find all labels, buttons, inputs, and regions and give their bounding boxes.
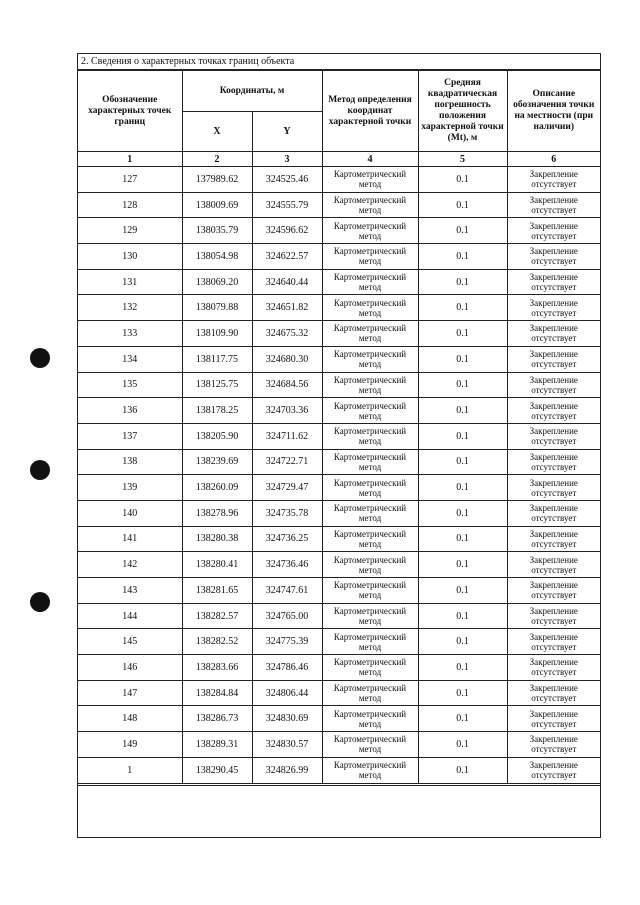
cell-description: Закрепление отсутствует — [507, 526, 600, 552]
cell-point: 145 — [78, 629, 182, 655]
cell-method: Картометрический метод — [322, 475, 418, 501]
cell-accuracy: 0.1 — [418, 655, 507, 681]
cell-x: 138280.41 — [182, 552, 252, 578]
cell-x: 138009.69 — [182, 192, 252, 218]
cell-x: 138283.66 — [182, 655, 252, 681]
cell-accuracy: 0.1 — [418, 218, 507, 244]
cell-point: 147 — [78, 680, 182, 706]
table-row — [78, 244, 600, 270]
cell-method: Картометрический метод — [322, 346, 418, 372]
empty-footer-area — [78, 785, 600, 837]
table-row — [78, 732, 600, 758]
cell-y: 324765.00 — [252, 603, 322, 629]
cell-method: Картометрический метод — [322, 218, 418, 244]
punch-hole-top — [30, 348, 50, 368]
cell-description: Закрепление отсутствует — [507, 603, 600, 629]
table-row — [78, 757, 600, 783]
cell-y: 324675.32 — [252, 321, 322, 347]
cell-point: 143 — [78, 578, 182, 604]
table-row — [78, 218, 600, 244]
cell-description: Закрепление отсутствует — [507, 244, 600, 270]
cell-description: Закрепление отсутствует — [507, 757, 600, 783]
header-point: Обозначение характерных точек границ — [78, 71, 182, 152]
table-row — [78, 526, 600, 552]
cell-x: 138284.84 — [182, 680, 252, 706]
cell-method: Картометрический метод — [322, 398, 418, 424]
cell-point: 132 — [78, 295, 182, 321]
cell-point: 139 — [78, 475, 182, 501]
cell-x: 138205.90 — [182, 423, 252, 449]
table-row — [78, 706, 600, 732]
cell-x: 138280.38 — [182, 526, 252, 552]
header-accuracy: Средняя квадратическая погрешность положения характерной точки (Mt), м — [418, 71, 507, 152]
cell-point: 135 — [78, 372, 182, 398]
cell-description: Закрепление отсутствует — [507, 655, 600, 681]
cell-description: Закрепление отсутствует — [507, 449, 600, 475]
cell-accuracy: 0.1 — [418, 475, 507, 501]
cell-x: 138035.79 — [182, 218, 252, 244]
header-coordinates: Координаты, м — [182, 71, 322, 112]
cell-description: Закрепление отсутствует — [507, 578, 600, 604]
cell-accuracy: 0.1 — [418, 423, 507, 449]
cell-accuracy: 0.1 — [418, 578, 507, 604]
column-number: 5 — [418, 152, 507, 167]
cell-y: 324806.44 — [252, 680, 322, 706]
cell-x: 138079.88 — [182, 295, 252, 321]
header-method: Метод определения координат характерной точки — [322, 71, 418, 152]
cell-method: Картометрический метод — [322, 269, 418, 295]
cell-point: 138 — [78, 449, 182, 475]
cell-y: 324711.62 — [252, 423, 322, 449]
cell-method: Картометрический метод — [322, 603, 418, 629]
cell-point: 133 — [78, 321, 182, 347]
cell-x: 138290.45 — [182, 757, 252, 783]
cell-y: 324775.39 — [252, 629, 322, 655]
cell-description: Закрепление отсутствует — [507, 295, 600, 321]
cell-description: Закрепление отсутствует — [507, 372, 600, 398]
cell-x: 138282.52 — [182, 629, 252, 655]
table-row — [78, 321, 600, 347]
document-frame — [77, 53, 601, 838]
cell-accuracy: 0.1 — [418, 321, 507, 347]
cell-accuracy: 0.1 — [418, 192, 507, 218]
cell-method: Картометрический метод — [322, 295, 418, 321]
column-number: 1 — [78, 152, 182, 167]
table-row — [78, 346, 600, 372]
cell-description: Закрепление отсутствует — [507, 321, 600, 347]
table-row — [78, 475, 600, 501]
cell-description: Закрепление отсутствует — [507, 680, 600, 706]
cell-accuracy: 0.1 — [418, 603, 507, 629]
cell-point: 1 — [78, 757, 182, 783]
column-number: 4 — [322, 152, 418, 167]
cell-method: Картометрический метод — [322, 732, 418, 758]
cell-y: 324830.69 — [252, 706, 322, 732]
cell-y: 324747.61 — [252, 578, 322, 604]
cell-method: Картометрический метод — [322, 706, 418, 732]
cell-point: 141 — [78, 526, 182, 552]
cell-accuracy: 0.1 — [418, 244, 507, 270]
cell-y: 324736.25 — [252, 526, 322, 552]
cell-description: Закрепление отсутствует — [507, 552, 600, 578]
table-body — [78, 167, 600, 784]
cell-accuracy: 0.1 — [418, 629, 507, 655]
column-number: 6 — [507, 152, 600, 167]
cell-accuracy: 0.1 — [418, 398, 507, 424]
table-row — [78, 603, 600, 629]
cell-method: Картометрический метод — [322, 680, 418, 706]
cell-method: Картометрический метод — [322, 629, 418, 655]
cell-x: 138109.90 — [182, 321, 252, 347]
table-row — [78, 295, 600, 321]
cell-y: 324826.99 — [252, 757, 322, 783]
table-row — [78, 449, 600, 475]
cell-point: 129 — [78, 218, 182, 244]
cell-description: Закрепление отсутствует — [507, 269, 600, 295]
cell-x: 138178.25 — [182, 398, 252, 424]
cell-y: 324640.44 — [252, 269, 322, 295]
cell-y: 324525.46 — [252, 167, 322, 193]
cell-accuracy: 0.1 — [418, 757, 507, 783]
cell-y: 324736.46 — [252, 552, 322, 578]
cell-point: 149 — [78, 732, 182, 758]
table-row — [78, 423, 600, 449]
cell-description: Закрепление отсутствует — [507, 167, 600, 193]
cell-accuracy: 0.1 — [418, 167, 507, 193]
cell-point: 136 — [78, 398, 182, 424]
table-row — [78, 552, 600, 578]
cell-x: 138281.65 — [182, 578, 252, 604]
cell-y: 324680.30 — [252, 346, 322, 372]
boundary-points-table — [78, 70, 600, 784]
cell-description: Закрепление отсутствует — [507, 398, 600, 424]
cell-accuracy: 0.1 — [418, 732, 507, 758]
table-row — [78, 578, 600, 604]
cell-point: 144 — [78, 603, 182, 629]
cell-x: 138054.98 — [182, 244, 252, 270]
cell-method: Картометрический метод — [322, 372, 418, 398]
table-row — [78, 372, 600, 398]
cell-method: Картометрический метод — [322, 167, 418, 193]
column-number: 2 — [182, 152, 252, 167]
cell-accuracy: 0.1 — [418, 449, 507, 475]
cell-x: 138278.96 — [182, 500, 252, 526]
cell-y: 324729.47 — [252, 475, 322, 501]
cell-y: 324830.57 — [252, 732, 322, 758]
cell-accuracy: 0.1 — [418, 346, 507, 372]
cell-point: 134 — [78, 346, 182, 372]
cell-method: Картометрический метод — [322, 449, 418, 475]
cell-method: Картометрический метод — [322, 423, 418, 449]
cell-description: Закрепление отсутствует — [507, 500, 600, 526]
cell-description: Закрепление отсутствует — [507, 218, 600, 244]
cell-y: 324786.46 — [252, 655, 322, 681]
cell-description: Закрепление отсутствует — [507, 732, 600, 758]
table-row — [78, 500, 600, 526]
cell-accuracy: 0.1 — [418, 680, 507, 706]
table-row — [78, 167, 600, 193]
cell-method: Картометрический метод — [322, 500, 418, 526]
table-row — [78, 629, 600, 655]
cell-y: 324622.57 — [252, 244, 322, 270]
cell-method: Картометрический метод — [322, 526, 418, 552]
cell-x: 138069.20 — [182, 269, 252, 295]
cell-x: 138286.73 — [182, 706, 252, 732]
cell-description: Закрепление отсутствует — [507, 346, 600, 372]
cell-description: Закрепление отсутствует — [507, 629, 600, 655]
cell-point: 127 — [78, 167, 182, 193]
header-description: Описание обозначения точки на местности (при наличии) — [507, 71, 600, 152]
cell-method: Картометрический метод — [322, 757, 418, 783]
cell-y: 324735.78 — [252, 500, 322, 526]
table-row — [78, 192, 600, 218]
cell-y: 324651.82 — [252, 295, 322, 321]
cell-method: Картометрический метод — [322, 244, 418, 270]
cell-point: 142 — [78, 552, 182, 578]
cell-method: Картометрический метод — [322, 578, 418, 604]
cell-x: 138260.09 — [182, 475, 252, 501]
cell-x: 138125.75 — [182, 372, 252, 398]
table-row — [78, 680, 600, 706]
cell-point: 148 — [78, 706, 182, 732]
cell-x: 138117.75 — [182, 346, 252, 372]
cell-accuracy: 0.1 — [418, 500, 507, 526]
cell-accuracy: 0.1 — [418, 295, 507, 321]
cell-y: 324596.62 — [252, 218, 322, 244]
header-x: X — [182, 112, 252, 152]
cell-point: 146 — [78, 655, 182, 681]
section-caption: 2. Сведения о характерных точках границ объекта — [78, 54, 600, 70]
cell-point: 128 — [78, 192, 182, 218]
cell-y: 324722.71 — [252, 449, 322, 475]
cell-method: Картометрический метод — [322, 552, 418, 578]
cell-accuracy: 0.1 — [418, 269, 507, 295]
cell-x: 138289.31 — [182, 732, 252, 758]
cell-description: Закрепление отсутствует — [507, 475, 600, 501]
cell-y: 324555.79 — [252, 192, 322, 218]
cell-accuracy: 0.1 — [418, 552, 507, 578]
cell-point: 130 — [78, 244, 182, 270]
cell-method: Картометрический метод — [322, 655, 418, 681]
column-number: 3 — [252, 152, 322, 167]
cell-method: Картометрический метод — [322, 321, 418, 347]
header-y: Y — [252, 112, 322, 152]
cell-y: 324684.56 — [252, 372, 322, 398]
cell-description: Закрепление отсутствует — [507, 423, 600, 449]
punch-hole-middle — [30, 460, 50, 480]
cell-accuracy: 0.1 — [418, 526, 507, 552]
cell-accuracy: 0.1 — [418, 706, 507, 732]
punch-hole-bottom — [30, 592, 50, 612]
cell-x: 138239.69 — [182, 449, 252, 475]
table-row — [78, 655, 600, 681]
table-row — [78, 398, 600, 424]
cell-point: 131 — [78, 269, 182, 295]
cell-description: Закрепление отсутствует — [507, 706, 600, 732]
cell-point: 137 — [78, 423, 182, 449]
cell-accuracy: 0.1 — [418, 372, 507, 398]
table-row — [78, 269, 600, 295]
cell-x: 137989.62 — [182, 167, 252, 193]
cell-y: 324703.36 — [252, 398, 322, 424]
cell-x: 138282.57 — [182, 603, 252, 629]
cell-point: 140 — [78, 500, 182, 526]
cell-method: Картометрический метод — [322, 192, 418, 218]
cell-description: Закрепление отсутствует — [507, 192, 600, 218]
